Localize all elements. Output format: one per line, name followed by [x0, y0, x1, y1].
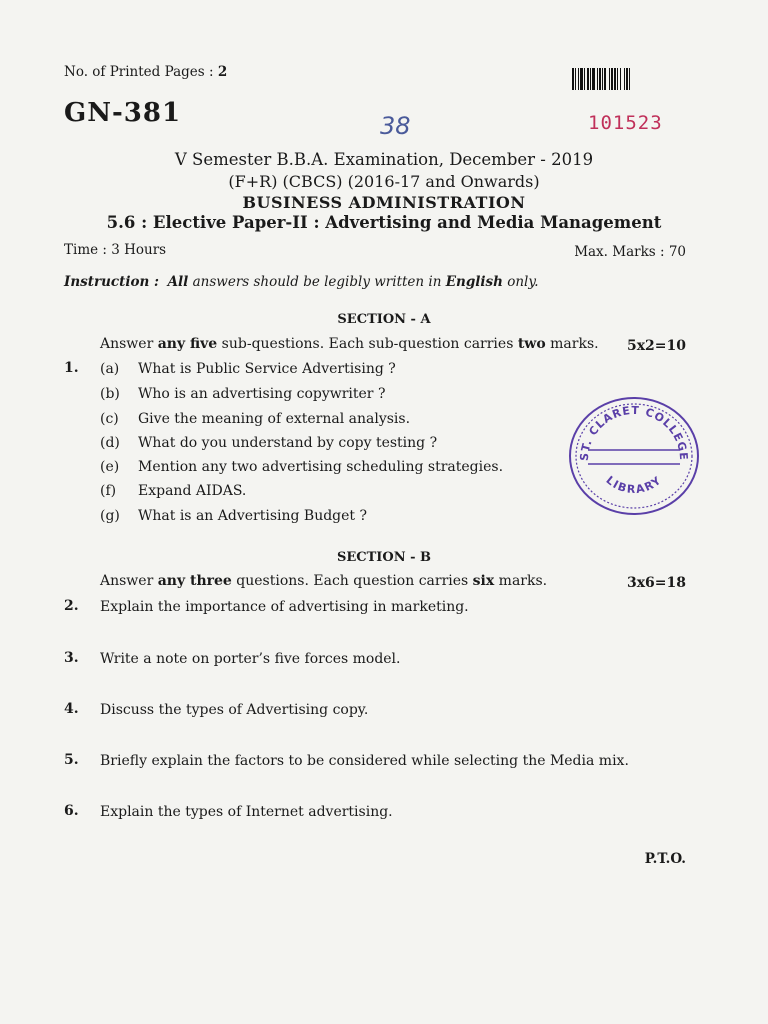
section-b-instr-3: marks.	[494, 573, 548, 589]
sub-question-label: (b)	[100, 386, 120, 402]
instruction-text-end: only.	[502, 274, 539, 290]
question-text: Write a note on porter’s five forces model.	[100, 651, 401, 667]
handwritten-mark: 38	[380, 112, 411, 140]
sub-question-text: What do you understand by copy testing ?	[138, 435, 438, 451]
section-a-instr-bold-1: any five	[157, 336, 218, 352]
max-marks: Max. Marks : 70	[574, 244, 686, 260]
question-text: Explain the importance of advertising in marketing.	[100, 599, 469, 615]
section-b-instr-1: Answer	[100, 573, 158, 589]
sub-question-label: (e)	[100, 459, 120, 475]
sub-question-text: Mention any two advertising scheduling strategies.	[138, 459, 504, 475]
printed-pages-value: 2	[217, 64, 228, 80]
section-a-instr-3: marks.	[545, 336, 599, 352]
question-number-1: 1.	[64, 360, 79, 376]
stamp-bottom-text: LIBRARY	[603, 473, 665, 497]
sub-question-label: (g)	[100, 508, 120, 524]
section-b-instr-bold-1: any three	[157, 573, 232, 589]
section-b-marks: 3x6=18	[626, 575, 686, 591]
sub-question-label: (f)	[100, 483, 117, 499]
instruction-label: Instruction :	[64, 274, 159, 290]
sub-question-label: (c)	[100, 411, 119, 427]
sub-question-text: Who is an advertising copywriter ?	[138, 386, 386, 402]
question-text: Briefly explain the factors to be considered while selecting the Media mix.	[100, 753, 629, 769]
section-b-instr-2: questions. Each question carries	[231, 573, 473, 589]
section-a-instruction	[100, 336, 599, 352]
sub-question-text: Expand AIDAS.	[138, 483, 247, 499]
sub-question-text: What is Public Service Advertising ?	[138, 361, 396, 377]
question-number: 5.	[64, 752, 79, 768]
printed-pages-label: No. of Printed Pages :	[64, 64, 218, 80]
question-text: Discuss the types of Advertising copy.	[100, 702, 369, 718]
exam-title: V Semester B.B.A. Examination, December - 2019	[174, 150, 594, 169]
question-number: 3.	[64, 650, 79, 666]
barcode-icon	[572, 68, 688, 90]
question-number: 4.	[64, 701, 79, 717]
sub-question-text: Give the meaning of external analysis.	[138, 411, 411, 427]
section-b-instruction	[100, 573, 547, 589]
stamp-top-text: ST. CLARET COLLEGE	[577, 403, 691, 462]
section-a-instr-bold-2: two	[517, 336, 546, 352]
serial-number: 101523	[588, 112, 663, 134]
paper-title: 5.6 : Elective Paper-II : Advertising and Media Management	[106, 213, 662, 232]
question-number: 6.	[64, 803, 79, 819]
section-a-heading: SECTION - A	[337, 312, 431, 327]
section-b-instr-bold-2: six	[472, 573, 495, 589]
question-text: Explain the types of Internet advertising.	[100, 804, 393, 820]
question-number: 2.	[64, 598, 79, 614]
instruction-text-mid: answers should be legibly written in	[188, 274, 446, 290]
paper-code: GN-381	[64, 98, 182, 128]
sub-question-label: (d)	[100, 435, 120, 451]
sub-question-label: (a)	[100, 361, 120, 377]
instruction	[64, 274, 539, 290]
pto-note: P.T.O.	[644, 851, 686, 867]
instruction-english: English	[445, 274, 503, 290]
svg-text:LIBRARY	[604, 473, 665, 496]
printed-pages	[64, 64, 227, 80]
section-a-marks: 5x2=10	[626, 338, 686, 354]
svg-text:ST. CLARET COLLEGE	[578, 404, 690, 461]
sub-question-text: What is an Advertising Budget ?	[138, 508, 368, 524]
section-b-heading: SECTION - B	[336, 550, 432, 565]
section-a-instr-2: sub-questions. Each sub-question carries	[217, 336, 518, 352]
library-stamp-icon	[566, 390, 702, 516]
exam-scheme: (F+R) (CBCS) (2016-17 and Onwards)	[228, 172, 540, 191]
instruction-all: All	[167, 274, 189, 290]
time-allowed: Time : 3 Hours	[64, 242, 167, 258]
subject-title: BUSINESS ADMINISTRATION	[242, 193, 526, 212]
section-a-instr-1: Answer	[100, 336, 158, 352]
